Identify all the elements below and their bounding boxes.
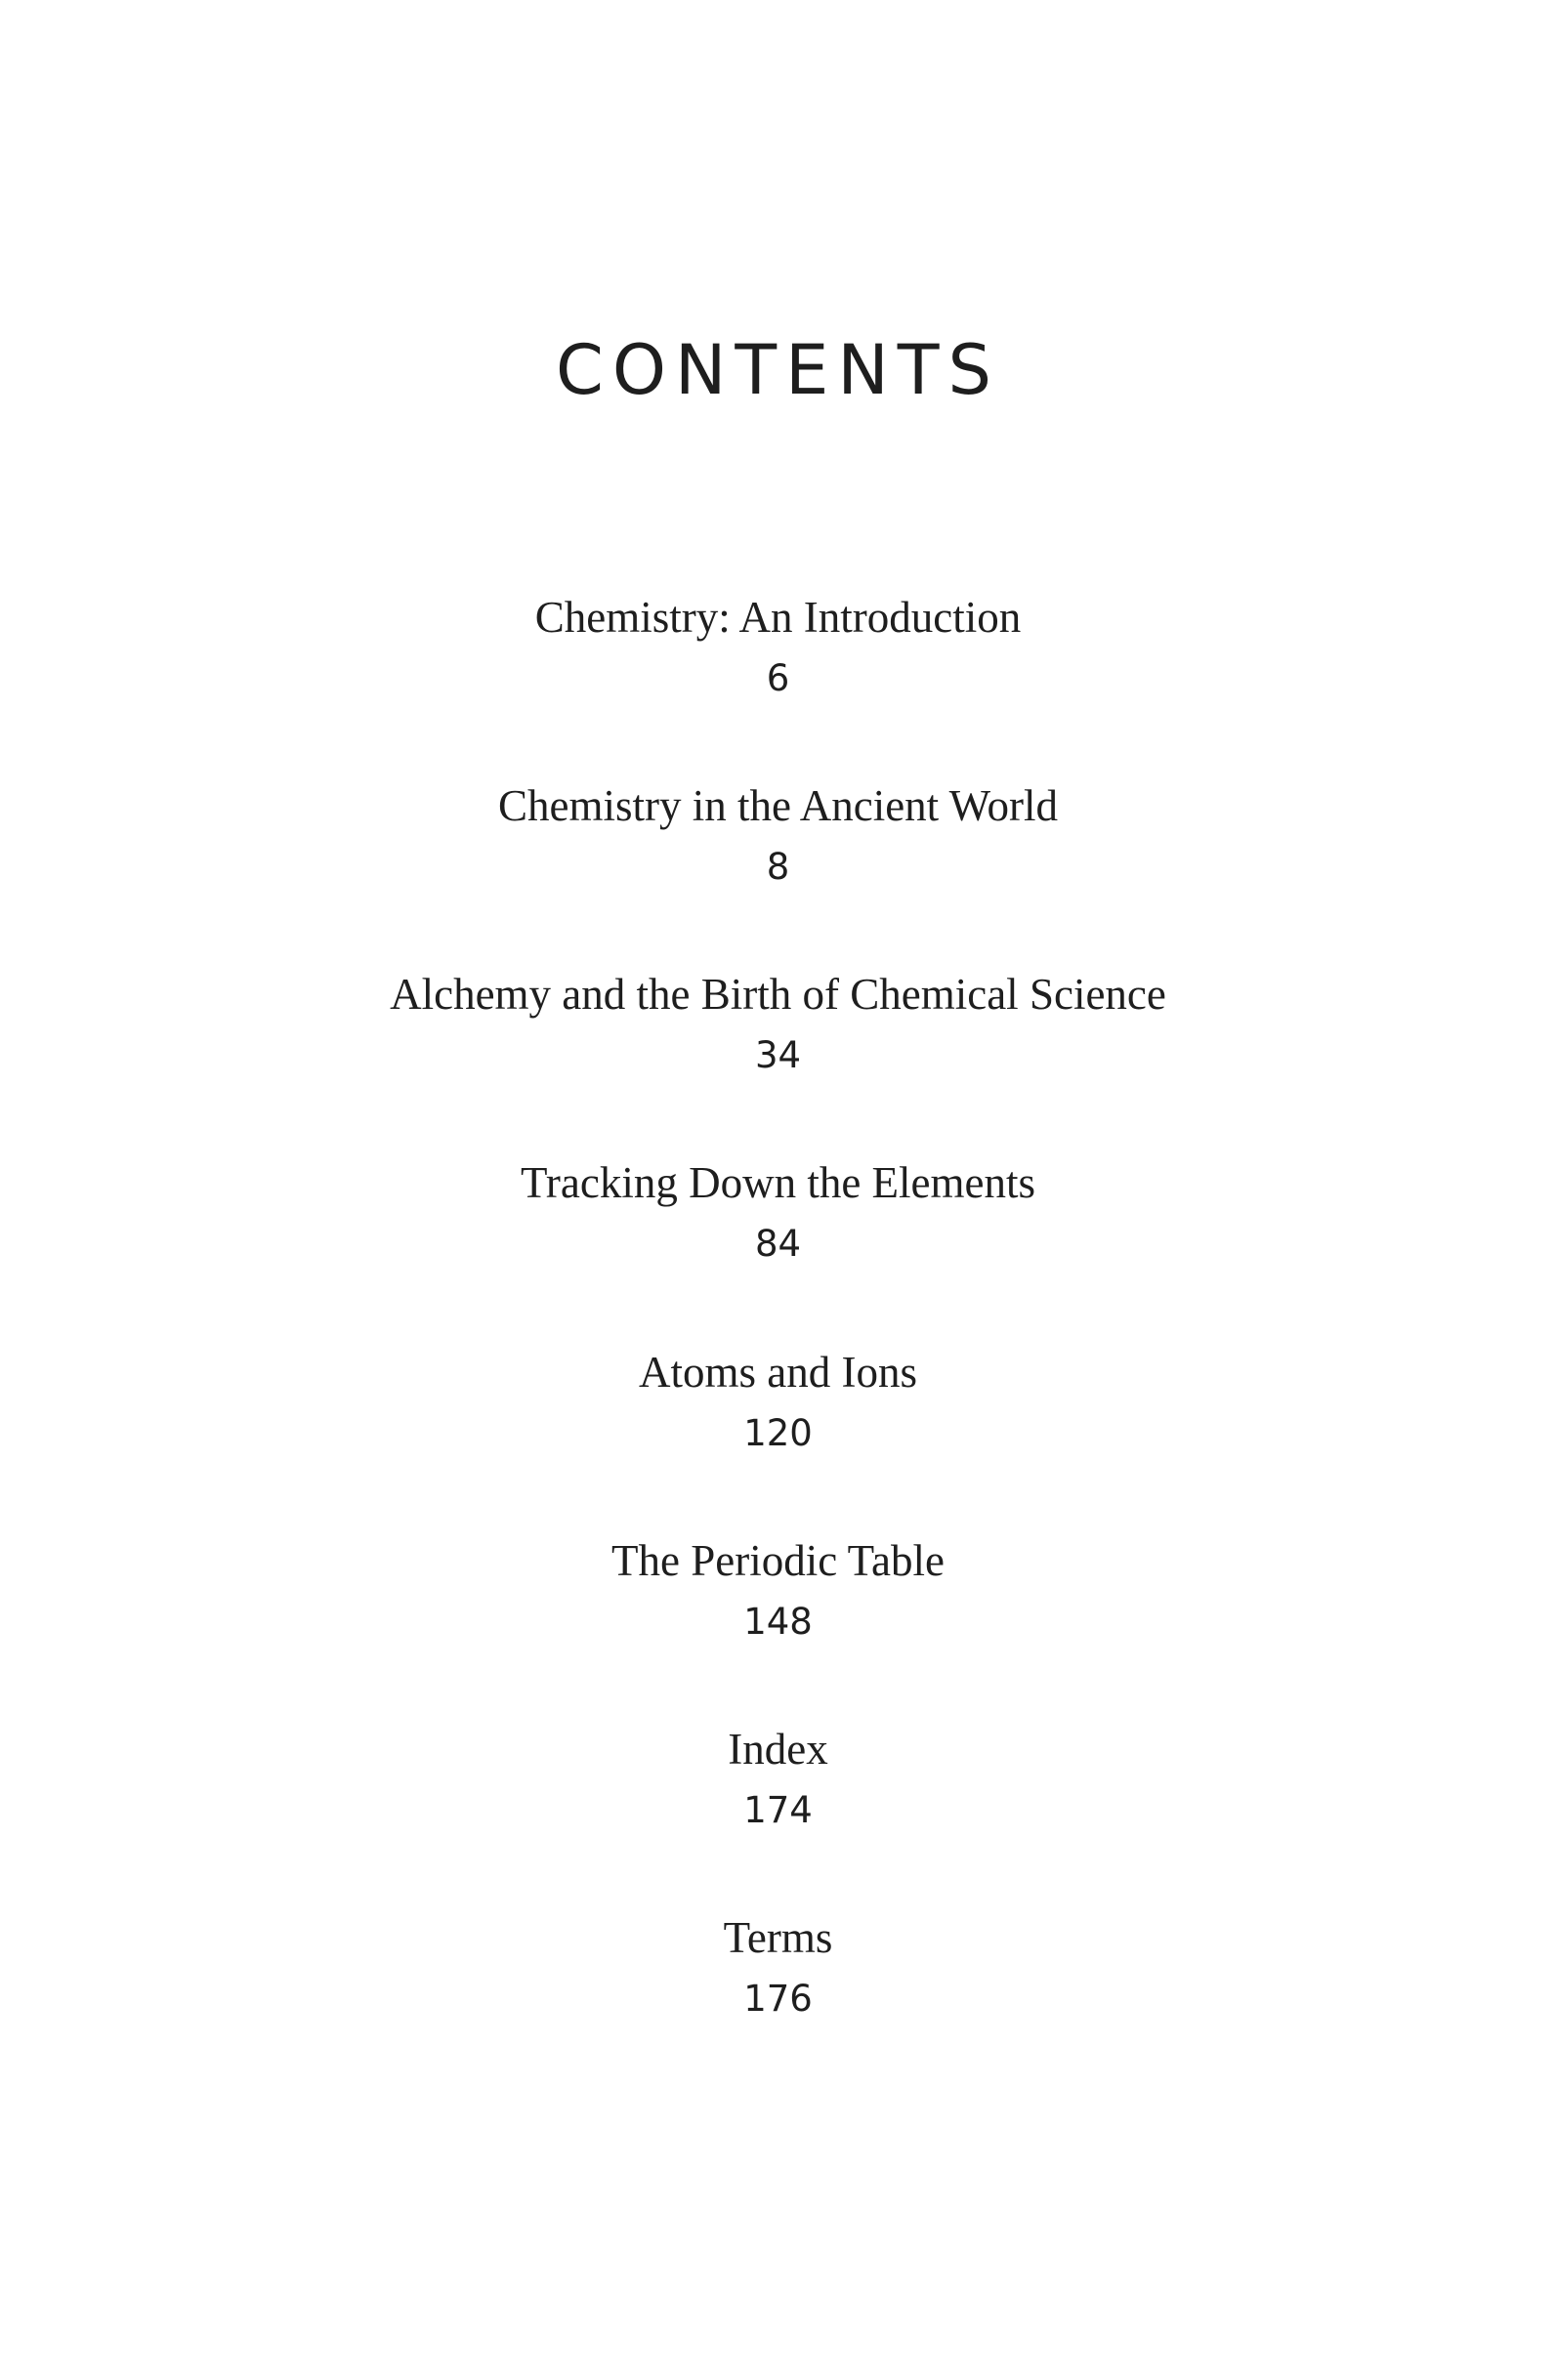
toc-entry-page-number: 148 bbox=[743, 1601, 813, 1643]
toc-entry-alchemy bbox=[0, 970, 1556, 1076]
toc-entry-title: Alchemy and the Birth of Chemical Science bbox=[390, 970, 1166, 1019]
toc-entry-elements bbox=[0, 1158, 1556, 1265]
toc-entry-periodic-table bbox=[0, 1536, 1556, 1643]
toc-entry-title: Atoms and Ions bbox=[639, 1348, 917, 1397]
toc-entry-title: Chemistry: An Introduction bbox=[534, 593, 1022, 642]
toc-entry-ancient-world bbox=[0, 781, 1556, 888]
page-title: CONTENTS bbox=[556, 330, 1000, 410]
toc-entry-page-number: 120 bbox=[743, 1412, 813, 1454]
toc-entry-index bbox=[0, 1725, 1556, 1831]
toc-entry-title: Tracking Down the Elements bbox=[520, 1158, 1035, 1207]
toc-entry-title: The Periodic Table bbox=[611, 1536, 945, 1585]
toc-entry-title: Terms bbox=[723, 1913, 833, 1962]
toc-entry-atoms-ions bbox=[0, 1348, 1556, 1454]
toc-entry-page-number: 34 bbox=[754, 1034, 802, 1076]
toc-entry-title: Index bbox=[728, 1725, 828, 1774]
toc-entry-page-number: 6 bbox=[766, 657, 790, 699]
toc-entry-page-number: 176 bbox=[743, 1978, 813, 2020]
toc-entry-title: Chemistry in the Ancient World bbox=[498, 781, 1058, 830]
toc-entry-page-number: 174 bbox=[743, 1789, 813, 1831]
toc-entry-page-number: 84 bbox=[754, 1223, 802, 1265]
toc-entry-page-number: 8 bbox=[766, 846, 790, 888]
toc-entry-introduction bbox=[0, 593, 1556, 699]
toc-entry-terms bbox=[0, 1913, 1556, 2020]
